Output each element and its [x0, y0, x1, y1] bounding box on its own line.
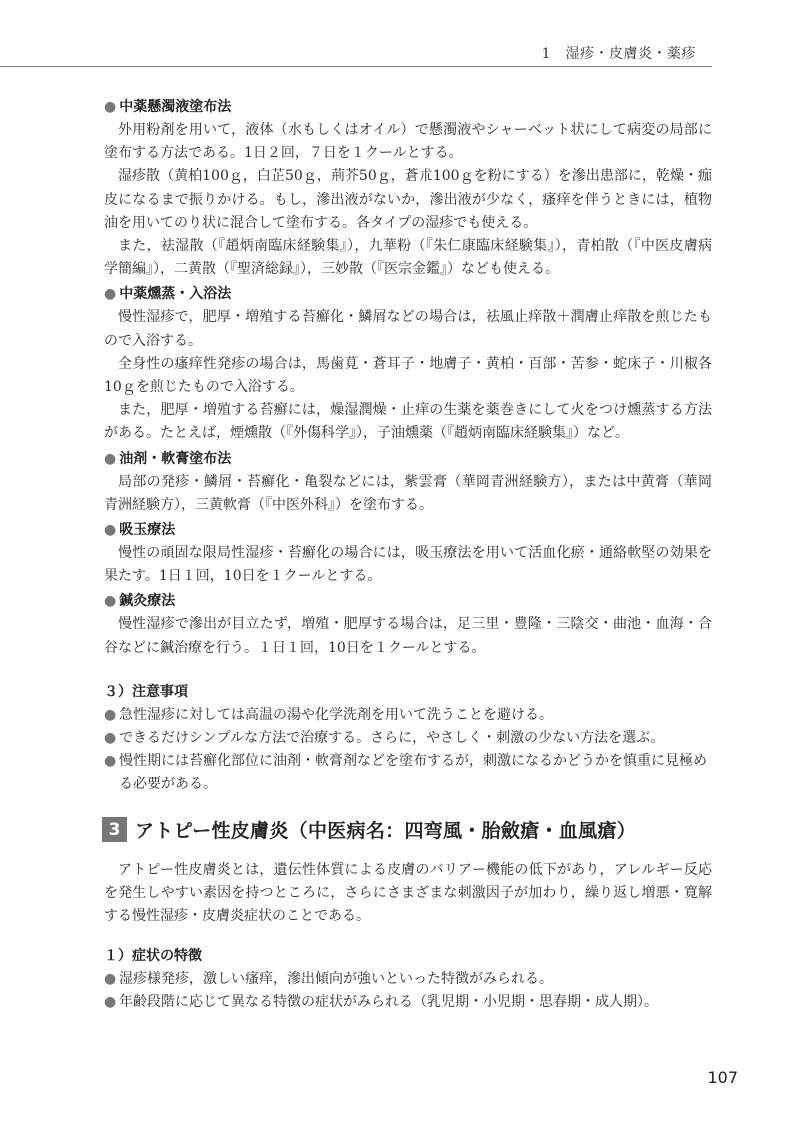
bullet-icon: ●	[104, 522, 117, 539]
section-heading	[102, 814, 712, 846]
bullet-icon: ●	[104, 286, 117, 303]
list-item: ● 慢性期には苔癬化部位に油剤・軟膏剤などを塗布するが，刺激になるかどうかを慎重に見極める必要がある。	[104, 750, 712, 796]
bullet-icon: ●	[104, 971, 117, 988]
subsection-heading: ● 油剤・軟膏塗布法	[104, 450, 232, 467]
page-body	[104, 94, 712, 1015]
running-title: 1 湿疹・皮膚炎・薬疹	[541, 46, 696, 62]
symptoms-heading: １）症状の特徴	[104, 948, 202, 965]
bullet-icon: ●	[104, 994, 117, 1011]
bullet-icon: ●	[104, 99, 117, 115]
paragraph: 局部の発疹・鱗屑・苔癬化・亀裂などには，紫雲膏（華岡青洲経験方），または中黄膏（華岡青洲経験方），三黄軟膏（『中医外科』）を塗布する。	[104, 473, 712, 513]
list-item: ● 年齢段階に応じて異なる特徴の症状がみられる（乳児期・小児期・思春期・成人期）。	[104, 991, 712, 1014]
section-number-badge: 3	[102, 817, 127, 842]
subsection-heading: ● 中薬懸濁液塗布法	[104, 99, 232, 115]
subsection-heading: ● 鍼灸療法	[104, 593, 176, 610]
bullet-icon: ●	[104, 706, 117, 723]
paragraph: 慢性湿疹で，肥厚・増殖する苔癬化・鱗屑などの場合は，祛風止痒散＋潤膚止痒散を煎じたもので入浴する。	[104, 309, 712, 349]
paragraph: 慢性湿疹で滲出が目立たず，増殖・肥厚する場合は，足三里・豊隆・三陰交・曲池・血海・合谷などに鍼治療を行う。１日１回，10日を１クールとする。	[104, 616, 712, 656]
paragraph: また，祛湿散（『趙炳南臨床経験集』），九華粉（『朱仁康臨床経験集』），青柏散（『中医皮膚病学簡編』），二黄散（『聖済総録』），三妙散（『医宗金鑑』）なども使える。	[104, 238, 712, 278]
subsection-heading: ● 中薬燻蒸・入浴法	[104, 286, 232, 303]
bullet-icon: ●	[104, 450, 117, 467]
paragraph: また，肥厚・増殖する苔癬には，燥湿潤燥・止痒の生薬を薬巻きにして火をつけ燻蒸する方法がある。たとえば，煙燻散（『外傷科学』），子油燻薬（『趙炳南臨床経験集』）など。	[104, 402, 712, 442]
bullet-icon: ●	[104, 753, 117, 770]
list-item: ● 湿疹様発疹，激しい瘙痒，滲出傾向が強いといった特徴がみられる。	[104, 968, 712, 991]
subsection-heading: ● 吸玉療法	[104, 522, 176, 539]
bullet-icon: ●	[104, 593, 117, 610]
paragraph: 慢性の頑固な限局性湿疹・苔癬化の場合には，吸玉療法を用いて活血化瘀・通絡軟堅の効果を果たす。1日１回，10日を１クールとする。	[104, 545, 712, 585]
header-rule	[0, 66, 712, 67]
paragraph: 全身性の瘙痒性発疹の場合は，馬歯莧・蒼耳子・地膚子・黄柏・百部・苦参・蛇床子・川椒各10ｇを煎じたもので入浴する。	[104, 355, 712, 396]
paragraph: 外用粉剤を用いて，液体（水もしくはオイル）で懸濁液やシャーベット状にして病変の局部に塗布する方法である。1日２回，７日を１クールとする。	[104, 122, 712, 162]
list-item: ● 急性湿疹に対しては高温の湯や化学洗剤を用いて洗うことを避ける。	[104, 704, 712, 727]
list-item: ● できるだけシンプルな方法で治療する。さらに，やさしく・刺激の少ない方法を選ぶ。	[104, 727, 712, 750]
page-number: 107	[707, 1068, 738, 1087]
section-title: アトピー性皮膚炎（中医病名：四弯風・胎斂瘡・血風瘡）	[135, 820, 637, 843]
bullet-icon: ●	[104, 730, 117, 747]
section-intro: アトピー性皮膚炎とは，遺伝性体質による皮膚のバリアー機能の低下があり，アレルギー反応を発生しやすい素因を持つところに，さらにさまざまな刺激因子が加わり，繰り返し増悪・寛解する慢性湿疹・皮膚炎症状のことである。	[104, 861, 712, 925]
notes-heading: ３）注意事項	[104, 683, 188, 700]
paragraph: 湿疹散（黄柏100ｇ，白芷50ｇ，荊芥50ｇ，蒼朮100ｇを粉にする）を滲出患部に，乾燥・痂皮になるまで振りかける。もし，滲出液がないか，滲出液が少なく，瘙痒を伴うときには，植物油を用いてのり状に混合して塗布する。各タイプの湿疹でも使える。	[104, 168, 712, 231]
running-header	[0, 0, 800, 68]
